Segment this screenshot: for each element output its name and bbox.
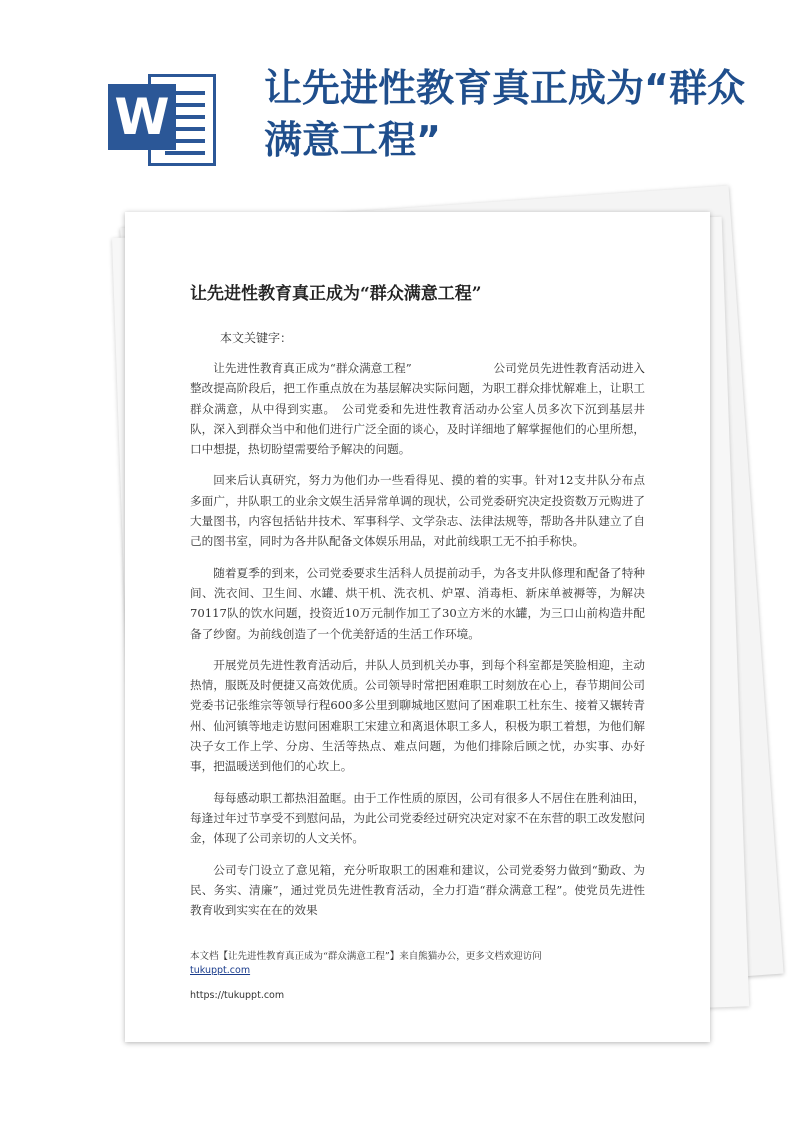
paragraph: 每每感动职工都热泪盈眶。由于工作性质的原因，公司有很多人不居住在胜利油田，每逢过年过节享受不到慰问品，为此公司党委经过研究决定对家不在东营的职工改发慰问金，体现了公司亲切的人文关怀。 [190, 790, 645, 846]
document-title: 让先进性教育真正成为“群众满意工程” [190, 284, 482, 304]
banner [0, 0, 800, 195]
footer-url: https://tukuppt.com [190, 990, 285, 1001]
source-link[interactable]: tukuppt.com [190, 965, 251, 976]
banner-title: 让先进性教育真正成为“群众满意工程” [264, 66, 745, 162]
document-body [190, 358, 645, 931]
document-page [125, 212, 710, 1042]
word-logo-letter: W [108, 84, 176, 150]
paragraph: 随着夏季的到来，公司党委要求生活科人员提前动手，为各支井队修理和配备了特种间、洗衣间、卫生间、水罐、烘干机、洗衣机、炉罩、消毒柜、新床单被褥等，为解决70117队的饮水问题，投资近10万元制作加工了30立方米的水罐，为三口山前构造井配备了纱窗。为前线创造了一个优美舒适的生活工作环境。 [190, 565, 645, 641]
paragraph: 回来后认真研究，努力为他们办一些看得见、摸的着的实事。针对12支井队分布点多面广，井队职工的业余文娱生活异常单调的现状，公司党委研究决定投资数万元购进了大量图书，内容包括钻井技术、军事科学、文学杂志、法律法规等，帮助各井队建立了自己的图书室，同时为各井队配备文体娱乐用品，对此前线职工无不拍手称快。 [190, 473, 645, 549]
paragraph: 公司专门设立了意见箱，充分听取职工的困难和建议，公司党委努力做到“勤政、为民、务实、清廉”，通过党员先进性教育活动，全力打造“群众满意工程”。使党员先进性教育收到实实在在的效果 [190, 862, 645, 918]
word-logo-icon [108, 72, 218, 168]
source-note: 本文档【让先进性教育真正成为“群众满意工程”】来自熊猫办公，更多文档欢迎访问 [190, 951, 542, 962]
paragraph: 让先进性教育真正成为“群众满意工程” 公司党员先进性教育活动进入整改提高阶段后，把工作重点放在为基层解决实际问题，为职工群众排忧解难上，让职工群众满意，从中得到实惠。 公司党委和先进性教育活动办公室人员多次下沉到基层井队，深入到群众当中和他们进行广泛全面的谈心，及时详细地了解掌握他们的心里所想，口中想提，热切盼望需要给予解决的问题。 [190, 361, 645, 457]
paragraph: 开展党员先进性教育活动后，井队人员到机关办事，到每个科室都是笑脸相迎，主动热情，服既及时便捷又高效优质。公司领导时常把困难职工时刻放在心上，春节期间公司党委书记张维宗等领导行程600多公里到聊城地区慰问了困难职工杜东生、接着又辗转青州、仙河镇等地走访慰问困难职工宋建立和离退休职工多人，积极为职工着想，为他们解决子女工作上学、分房、生活等热点、难点问题，为他们排除后顾之忧，办实事、办好事，把温暖送到他们的心坎上。 [190, 657, 645, 774]
keywords-label: 本文关键字： [220, 331, 293, 345]
